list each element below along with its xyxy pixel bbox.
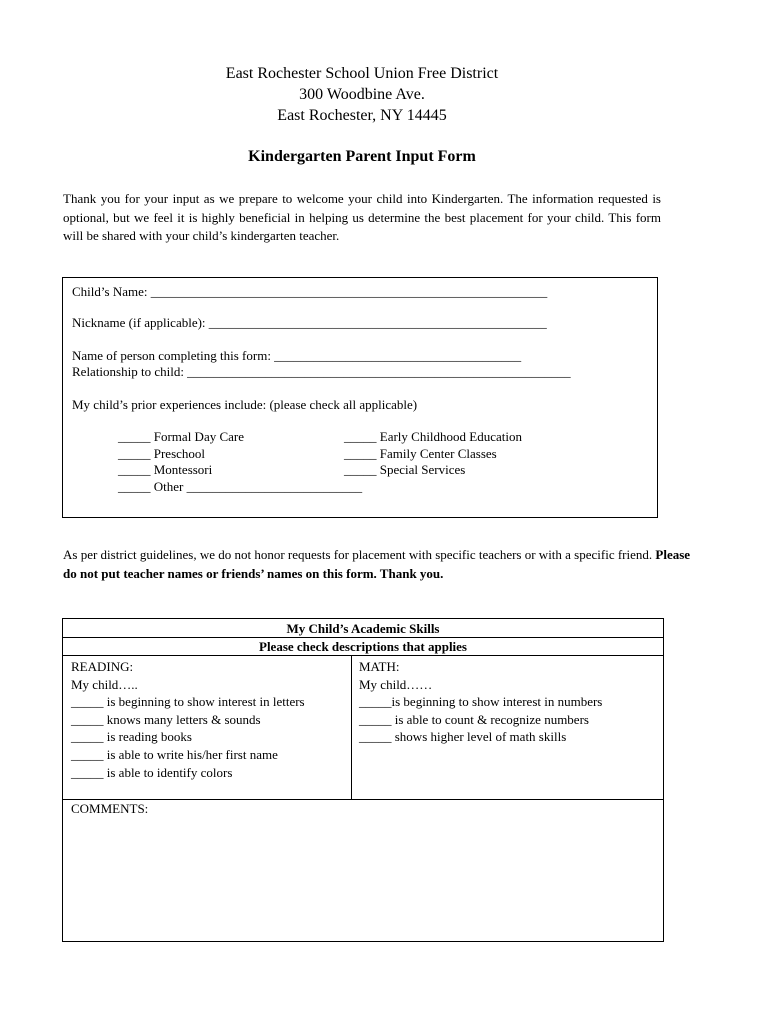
street-address: 300 Woodbine Ave.	[299, 86, 425, 103]
reading-item[interactable]: _____ is beginning to show interest in letters	[71, 694, 305, 710]
option-early-childhood[interactable]: _____ Early Childhood Education	[344, 429, 523, 444]
person-completing-field[interactable]: Name of person completing this form: ______________________________________	[72, 348, 522, 363]
childs-name-field[interactable]: Child’s Name: _____________________________________________________________	[72, 284, 548, 299]
intro-paragraph: Thank you for your input as we prepare to welcome your child into Kindergarten. The information requested is optional, but we feel it is highly beneficial in helping us determine the best placement for your child. This form will be shared with your child’s kindergarten teacher.	[63, 191, 661, 243]
skills-subtitle: Please check descriptions that applies	[63, 638, 663, 656]
child-info-box	[62, 277, 658, 518]
option-montessori[interactable]: _____ Montessori	[118, 462, 213, 478]
reading-lead: My child…..	[71, 676, 138, 692]
math-lead: My child……	[359, 676, 433, 692]
math-item[interactable]: _____ is able to count & recognize numbers	[359, 711, 589, 727]
relationship-field[interactable]: Relationship to child: ___________________________________________________________	[72, 364, 571, 379]
experience-options-left	[118, 429, 362, 496]
option-preschool[interactable]: _____ Preschool	[118, 445, 206, 461]
reading-item[interactable]: _____ is reading books	[71, 729, 192, 745]
comments-label[interactable]: COMMENTS:	[71, 801, 149, 816]
skills-title: My Child’s Academic Skills	[63, 619, 663, 638]
notice-text: As per district guidelines, we do not honor requests for placement with specific teachers or with a specific friend.	[63, 547, 656, 562]
option-family-center[interactable]: _____ Family Center Classes	[344, 445, 497, 461]
math-item[interactable]: _____is beginning to show interest in numbers	[359, 694, 603, 710]
experiences-prompt: My child’s prior experiences include: (please check all applicable)	[72, 397, 418, 412]
math-column	[352, 656, 663, 800]
district-name: East Rochester School Union Free District	[225, 65, 499, 82]
form-title: Kindergarten Parent Input Form	[248, 148, 476, 165]
reading-heading: READING:	[71, 659, 134, 674]
nickname-field[interactable]: Nickname (if applicable): ____________________________________________________	[72, 315, 547, 330]
academic-skills-table	[62, 618, 664, 942]
experience-options-right	[344, 429, 522, 479]
placement-notice	[63, 546, 703, 583]
reading-item[interactable]: _____ is able to write his/her first name	[71, 746, 278, 762]
option-other[interactable]: _____ Other ___________________________	[118, 479, 363, 495]
reading-item[interactable]: _____ knows many letters & sounds	[71, 711, 261, 727]
math-item[interactable]: _____ shows higher level of math skills	[359, 729, 567, 745]
notice-bold: Please do not put teacher names or friends’ names on this form. Thank you.	[63, 547, 691, 581]
option-formal-day-care[interactable]: _____ Formal Day Care	[118, 429, 245, 444]
option-special-services[interactable]: _____ Special Services	[344, 462, 466, 478]
reading-item[interactable]: _____ is able to identify colors	[71, 764, 233, 780]
math-heading: MATH:	[359, 659, 400, 674]
city-address: East Rochester, NY 14445	[277, 107, 447, 124]
letterhead	[0, 63, 724, 126]
reading-column	[63, 656, 352, 800]
